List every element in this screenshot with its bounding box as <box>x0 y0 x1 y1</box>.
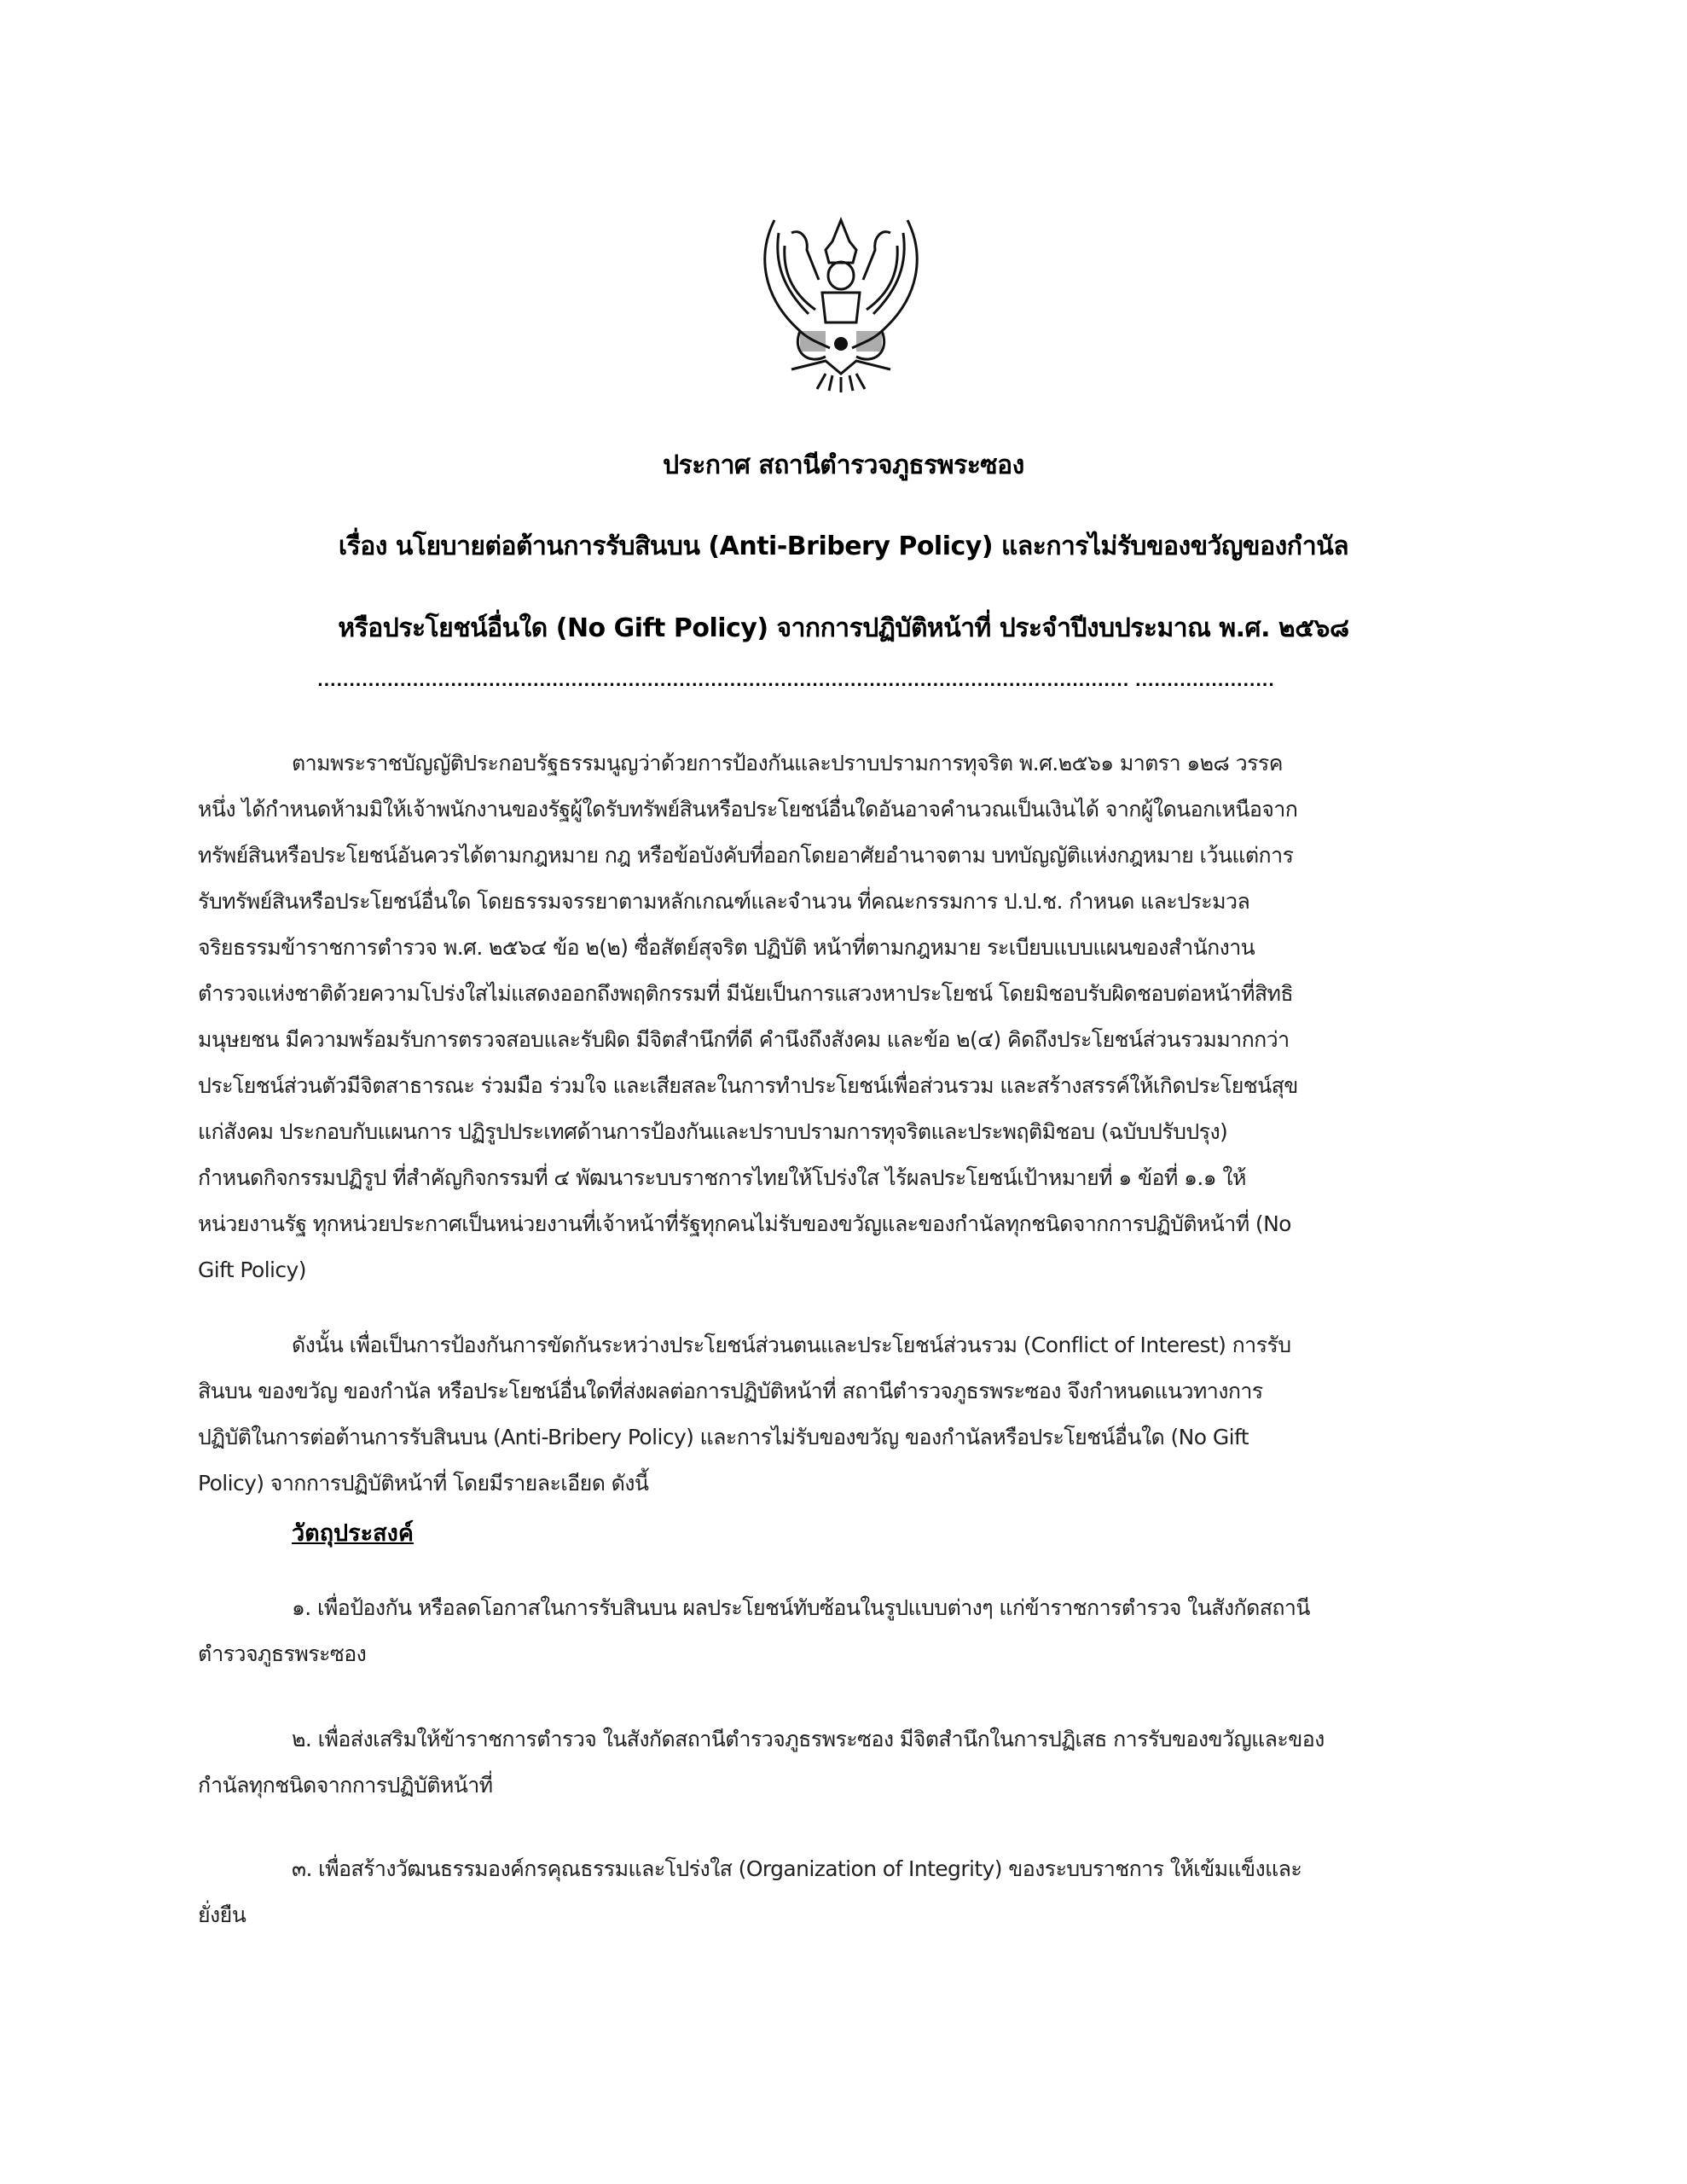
text-line: ประโยชน์ส่วนตัวมีจิตสาธารณะ ร่วมมือ ร่วมใจ และเสียสละในการทำประโยชน์เพื่อส่วนรวม และสร้างสรรค์ให้เกิดประโยชน์สุข <box>198 1073 1298 1098</box>
text-line: ตำรวจภูธรพระซอง <box>198 1641 367 1666</box>
text-line: ดังนั้น เพื่อเป็นการป้องกันการขัดกันระหว่างประโยชน์ส่วนตนและประโยชน์ส่วนรวม (Conflict of Interest) การรับ <box>292 1333 1291 1357</box>
announcement-title: ประกาศ สถานีตำรวจภูธรพระซอง <box>663 450 1024 480</box>
objective-item-2 <box>198 1716 1477 1809</box>
objective-item-1 <box>198 1585 1477 1677</box>
paragraph-guidelines <box>198 1322 1477 1507</box>
text-line: สินบน ของขวัญ ของกำนัล หรือประโยชน์อื่นใดที่ส่งผลต่อการปฏิบัติหน้าที่ สถานีตำรวจภูธรพระซอง จึงกำหนดแนวทางการ <box>198 1379 1263 1403</box>
subject-line-1: เรื่อง นโยบายต่อต้านการรับสินบน (Anti-Bribery Policy) และการไม่รับของขวัญของกำนัล <box>338 531 1349 561</box>
text-line: หนึ่ง ได้กำหนดห้ามมิให้เจ้าพนักงานของรัฐผู้ใดรับทรัพย์สินหรือประโยชน์อื่นใดอันอาจคำนวณเป็นเงินได้ จากผู้ใดนอกเหนือจาก <box>198 797 1298 822</box>
text-line: ทรัพย์สินหรือประโยชน์อันควรได้ตามกฎหมาย กฎ หรือข้อบังคับที่ออกโดยอาศัยอำนาจตาม บทบัญญัติแห่งกฎหมาย เว้นแต่การ <box>198 843 1294 868</box>
text-line: ปฏิบัติในการต่อต้านการรับสินบน (Anti-Bribery Policy) และการไม่รับของขวัญ ของกำนัลหรือประโยชน์อื่นใด (No Gift <box>198 1425 1249 1449</box>
text-line: ยั่งยืน <box>198 1902 246 1927</box>
subject-line-2: หรือประโยชน์อื่นใด (No Gift Policy) จากการปฏิบัติหน้าที่ ประจำปีงบประมาณ พ.ศ. ๒๕๖๘ <box>338 613 1349 643</box>
text-line: ๒. เพื่อส่งเสริมให้ข้าราชการตำรวจ ในสังกัดสถานีตำรวจภูธรพระซอง มีจิตสำนึกในการปฏิเสธ การรับของขวัญและของ <box>292 1727 1325 1751</box>
objectives-heading: วัตถุประสงค์ <box>292 1520 414 1547</box>
text-line: หน่วยงานรัฐ ทุกหน่วยประกาศเป็นหน่วยงานที่เจ้าหน้าที่รัฐทุกคนไม่รับของขวัญและของกำนัลทุกชนิดจากการปฏิบัติหน้าที่ (No <box>198 1211 1291 1236</box>
text-line: กำนัลทุกชนิดจากการปฏิบัติหน้าที่ <box>198 1773 493 1798</box>
text-line: ตำรวจแห่งชาติด้วยความโปร่งใสไม่แสดงออกถึงพฤติกรรมที่ มีนัยเป็นการแสวงหาประโยชน์ โดยมิชอบรับผิดชอบต่อหน้าที่สิทธิ <box>198 981 1294 1006</box>
text-line: กำหนดกิจกรรมปฏิรูป ที่สำคัญกิจกรรมที่ ๔ พัฒนาระบบราชการไทยให้โปร่งใส ไร้ผลประโยชน์เป้าหมายที่ ๑ ข้อที่ ๑.๑ ให้ <box>198 1165 1246 1190</box>
text-line: รับทรัพย์สินหรือประโยชน์อื่นใด โดยธรรมจรรยาตามหลักเกณฑ์และจำนวน ที่คณะกรรมการ ป.ป.ช. กำหนด และประมวล <box>198 889 1250 914</box>
text-line: ตามพระราชบัญญัติประกอบรัฐธรรมนูญว่าด้วยการป้องกันและปราบปรามการทุจริต พ.ศ.๒๕๖๑ มาตรา ๑๒๘ วรรค <box>292 751 1283 775</box>
text-line: แก่สังคม ประกอบกับแผนการ ปฏิรูปประเทศด้านการป้องกันและปราบปรามการทุจริตและประพฤติมิชอบ (ฉบับปรับปรุง) <box>198 1119 1228 1144</box>
paragraph-legal-basis <box>198 741 1477 1293</box>
dotted-separator: ................................................................................................................................ ...................... <box>317 672 1275 689</box>
text-line: Policy) จากการปฏิบัติหน้าที่ โดยมีรายละเอียด ดังนี้ <box>198 1471 649 1496</box>
text-line: จริยธรรมข้าราชการตำรวจ พ.ศ. ๒๕๖๔ ข้อ ๒(๒) ซื่อสัตย์สุจริต ปฏิบัติ หน้าที่ตามกฎหมาย ระเบียบแบบแผนของสำนักงาน <box>198 935 1255 960</box>
garuda-emblem-icon <box>740 203 942 392</box>
objective-item-3 <box>198 1846 1477 1938</box>
text-line: Gift Policy) <box>198 1258 306 1282</box>
text-line: ๓. เพื่อสร้างวัฒนธรรมองค์กรคุณธรรมและโปร่งใส (Organization of Integrity) ของระบบราชการ ให้เข้มแข็งและ <box>292 1856 1302 1881</box>
text-line: ๑. เพื่อป้องกัน หรือลดโอกาสในการรับสินบน ผลประโยชน์ทับซ้อนในรูปแบบต่างๆ แก่ข้าราชการตำรวจ ในสังกัดสถานี <box>292 1595 1310 1620</box>
text-line: มนุษยชน มีความพร้อมรับการตรวจสอบและรับผิด มีจิตสำนึกที่ดี คำนึงถึงสังคม และข้อ ๒(๔) คิดถึงประโยชน์ส่วนรวมมากกว่า <box>198 1027 1290 1052</box>
